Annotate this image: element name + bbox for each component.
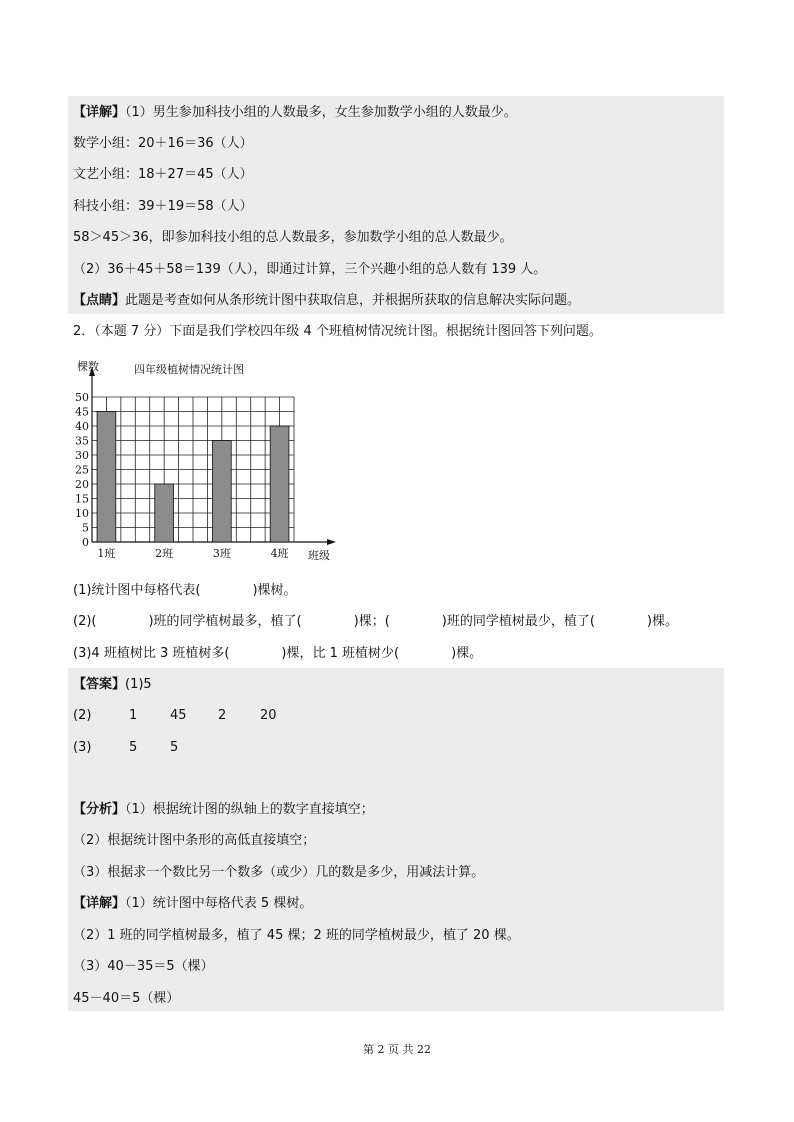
y-tick-label: 0 [82,536,89,549]
analysis-tag: 【分析】 [73,802,126,817]
x-axis-arrow [327,539,336,545]
detail2-tag: 【详解】 [73,896,126,911]
question-3: (3)4 班植树比 3 班植树多( )棵，比 1 班植树少( )棵。 [73,646,483,661]
answer2-least-class: 2 [218,708,227,723]
y-tick-label: 10 [75,507,89,520]
answer3-diff-1: 5 [170,740,179,755]
detail-line-1: 【详解】（1）男生参加科技小组的人数最多，女生参加数学小组的人数最少。 [73,105,517,120]
answer-line-1: 【答案】(1)5 [73,677,152,692]
answer2-most-trees: 45 [170,708,187,723]
question-stem: 2．（本题 7 分）下面是我们学校四年级 4 个班植树情况统计图。根据统计图回答下列问题。 [73,324,602,339]
x-tick-label: 1班 [97,547,116,560]
y-tick-label: 30 [75,449,89,462]
bar-chart [70,355,370,570]
total-line: （2）36＋45＋58＝139（人），即通过计算，三个兴趣小组的总人数有 139 人。 [73,262,547,277]
answer3-diff-3: 5 [129,740,138,755]
y-axis-label: 棵数 [77,360,99,373]
question-1: (1)统计图中每格代表( )棵树。 [73,583,297,598]
answer3-label: (3) [73,740,92,755]
detail2-line-2: （2）1 班的同学植树最多，植了 45 棵；2 班的同学植树最少，植了 20 棵。 [73,928,520,943]
detail2-line-3: （3）40－35＝5（棵） [73,959,214,974]
detail2-line-4: 45－40＝5（棵） [73,991,180,1006]
bar-2 [155,484,174,542]
bar-1 [97,412,116,543]
comment-tag: 【点睛】 [73,293,126,308]
y-tick-label: 45 [75,405,89,419]
answer2-least-trees: 20 [260,708,277,723]
analysis-line-2: （2）根据统计图中条形的高低直接填空； [73,833,316,848]
chart-title: 四年级植树情况统计图 [134,363,244,376]
comparison-line: 58＞45＞36，即参加科技小组的总人数最多，参加数学小组的总人数最少。 [73,230,513,245]
answer2-most-class: 1 [129,708,138,723]
y-tick-label: 35 [75,434,89,448]
bar-4 [270,426,289,542]
y-tick-label: 50 [75,391,89,404]
detail-tag: 【详解】 [73,105,126,120]
y-tick-label: 40 [75,420,89,433]
analysis-line-1: 【分析】（1）根据统计图的纵轴上的数字直接填空； [73,802,374,817]
y-tick-label: 25 [75,463,89,477]
analysis-line-3: （3）根据求一个数比另一个数多（或少）几的数是多少，用减法计算。 [73,865,485,880]
tech-group-calc: 科技小组：39＋19＝58（人） [73,199,253,214]
page-footer: 第 2 页 共 22 [363,1043,431,1056]
question-2: (2)( )班的同学植树最多，植了( )棵；( )班的同学植树最少，植了( )棵。 [73,614,678,629]
y-tick-label: 20 [75,478,89,491]
bar-3 [212,441,231,543]
x-tick-label: 3班 [212,547,231,560]
detail2-line-1: 【详解】（1）统计图中每格代表 5 棵树。 [73,896,313,911]
x-tick-label: 2班 [155,547,174,560]
art-group-calc: 文艺小组：18＋27＝45（人） [73,167,253,182]
answer-tag: 【答案】 [73,677,126,692]
comment-line: 【点睛】此题是考查如何从条形统计图中获取信息，并根据所获取的信息解决实际问题。 [73,293,581,308]
math-group-calc: 数学小组：20＋16＝36（人） [73,136,253,151]
y-tick-label: 15 [75,492,89,506]
x-axis-label: 班级 [308,549,330,562]
x-tick-label: 4班 [270,547,289,560]
answer2-label: (2) [73,708,92,723]
y-tick-label: 5 [82,521,89,535]
